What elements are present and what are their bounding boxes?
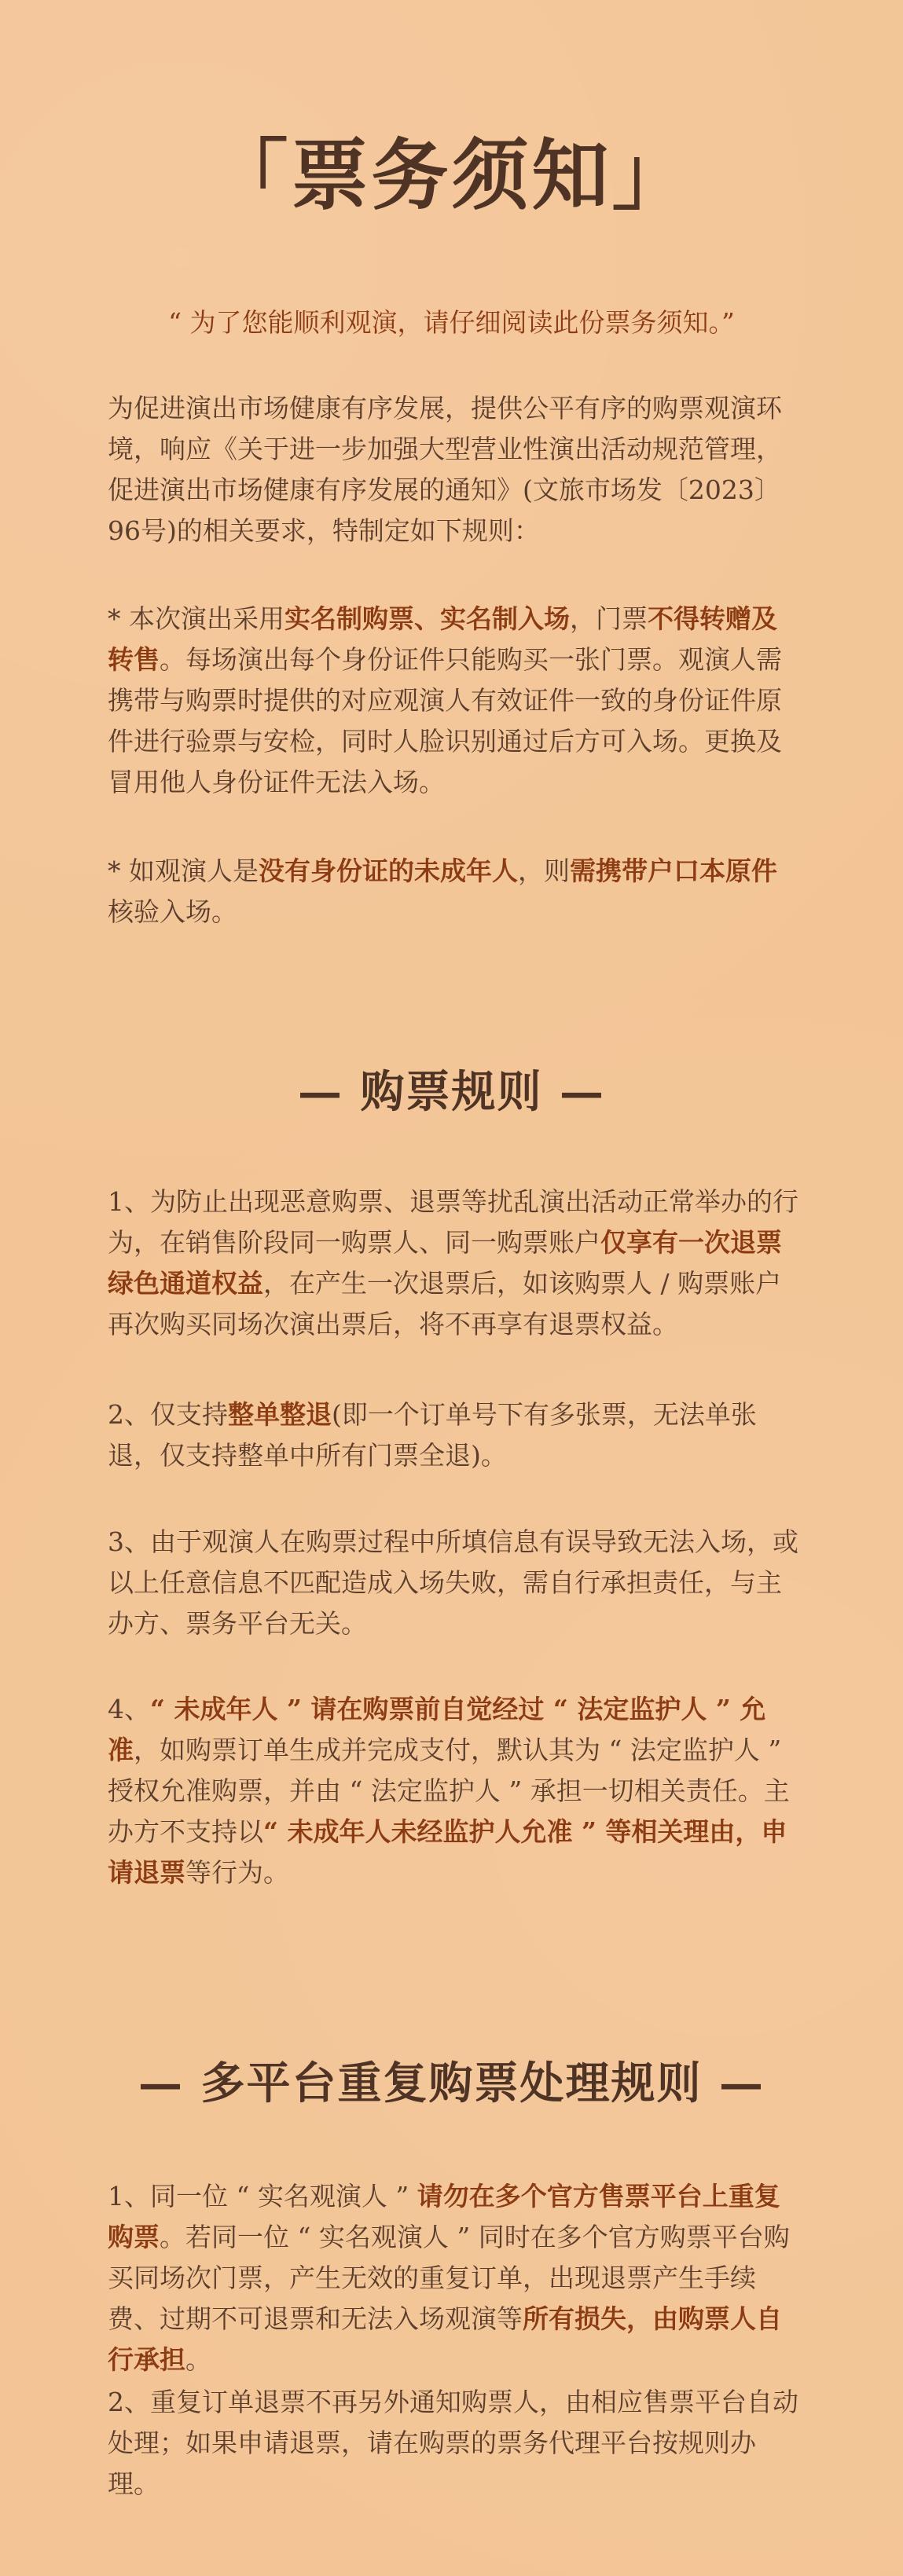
text: (即一个订单号下有多张票，无法单张退，仅支持整单中所有门票全退)。: [108, 1399, 757, 1471]
text: 3、由于观演人在购票过程中所填信息有误导致无法入场，或以上任意信息不匹配造成入场失败，需自行承担责任，与主办方、票务平台无关。: [108, 1526, 798, 1639]
highlight: 请勿在多个官方售票平台上重复购票: [108, 2181, 780, 2252]
text: ，门票: [570, 603, 648, 634]
note-minor: [108, 851, 799, 933]
text: 核验入场。: [108, 896, 237, 927]
text: 。: [185, 2344, 211, 2375]
purchase-rule-4: [108, 1689, 799, 1893]
purchase-rule-3: [108, 1522, 799, 1644]
text: ，在产生一次退票后，如该购票人 / 购票账户再次购买同场次演出票后，将不再享有退票权益。: [108, 1268, 782, 1339]
page-title: 「票务须知」: [211, 130, 692, 221]
section-heading-duplicate-purchase: — 多平台重复购票处理规则 —: [138, 2058, 765, 2109]
intro-quote: “ 为了您能顺利观演，请仔细阅读此份票务须知。”: [168, 307, 735, 338]
text: 1、为防止出现恶意购票、退票等扰乱演出活动正常举办的行为，在销售阶段同一购票人、同一购票账户: [108, 1186, 798, 1258]
text: 1、同一位 “ 实名观演人 ”: [108, 2181, 417, 2211]
purchase-rule-1: [108, 1182, 799, 1345]
highlight: 仅享有一次退票绿色通道权益: [108, 1227, 782, 1299]
note-real-name: [108, 599, 799, 803]
highlight: 需携带户口本原件: [570, 856, 777, 886]
text: * 如观演人是: [108, 856, 259, 886]
intro-paragraph: 为促进演出市场健康有序发展，提供公平有序的购票观演环境，响应《关于进一步加强大型营业性演出活动规范管理，促进演出市场健康有序发展的通知》(文旅市场发〔2023〕96号)的相关要求，特制定如下规则：: [108, 393, 782, 546]
section-heading-purchase-rules: — 购票规则 —: [298, 1066, 605, 1118]
highlight: 实名制购票、实名制入场: [284, 603, 570, 634]
text: 4、: [108, 1694, 150, 1724]
highlight: 所有损失，由购票人自行承担: [108, 2303, 782, 2375]
text: ，则: [518, 856, 570, 886]
text: ，如购票订单生成并完成支付，默认其为 “ 法定监护人 ” 授权允准购票，并由 “ 法定监护人 ” 承担一切相关责任。主办方不支持以: [108, 1735, 790, 1847]
highlight: “ 未成年人未经监护人允准 ” 等相关理由，申请退票: [108, 1816, 787, 1888]
highlight: “ 未成年人 ” 请在购票前自觉经过 “ 法定监护人 ” 允准: [108, 1694, 766, 1765]
text: 等行为。: [185, 1857, 289, 1888]
highlight: 整单整退: [228, 1399, 332, 1430]
text: 。若同一位 “ 实名观演人 ” 同时在多个官方购票平台购买同场次门票，产生无效的重复订单，出现退票产生手续费、过期不可退票和无法入场观演等: [108, 2222, 790, 2334]
highlight: 没有身份证的未成年人: [259, 856, 518, 886]
text: 。每场演出每个身份证件只能购买一张门票。观演人需携带与购票时提供的对应观演人有效证件一致的身份证件原件进行验票与安检，同时人脸识别通过后方可入场。更换及冒用他人身份证件无法入场。: [108, 644, 782, 797]
duplicate-rule-2: [108, 2382, 799, 2505]
text: 2、仅支持: [108, 1399, 228, 1430]
purchase-rule-2: [108, 1394, 799, 1476]
duplicate-rule-1: [108, 2176, 799, 2380]
text: 2、重复订单退票不再另外通知购票人，由相应售票平台自动处理；如果申请退票，请在购票的票务代理平台按规则办理。: [108, 2387, 798, 2499]
text: * 本次演出采用: [108, 603, 284, 634]
highlight: 不得转赠及转售: [108, 603, 777, 675]
